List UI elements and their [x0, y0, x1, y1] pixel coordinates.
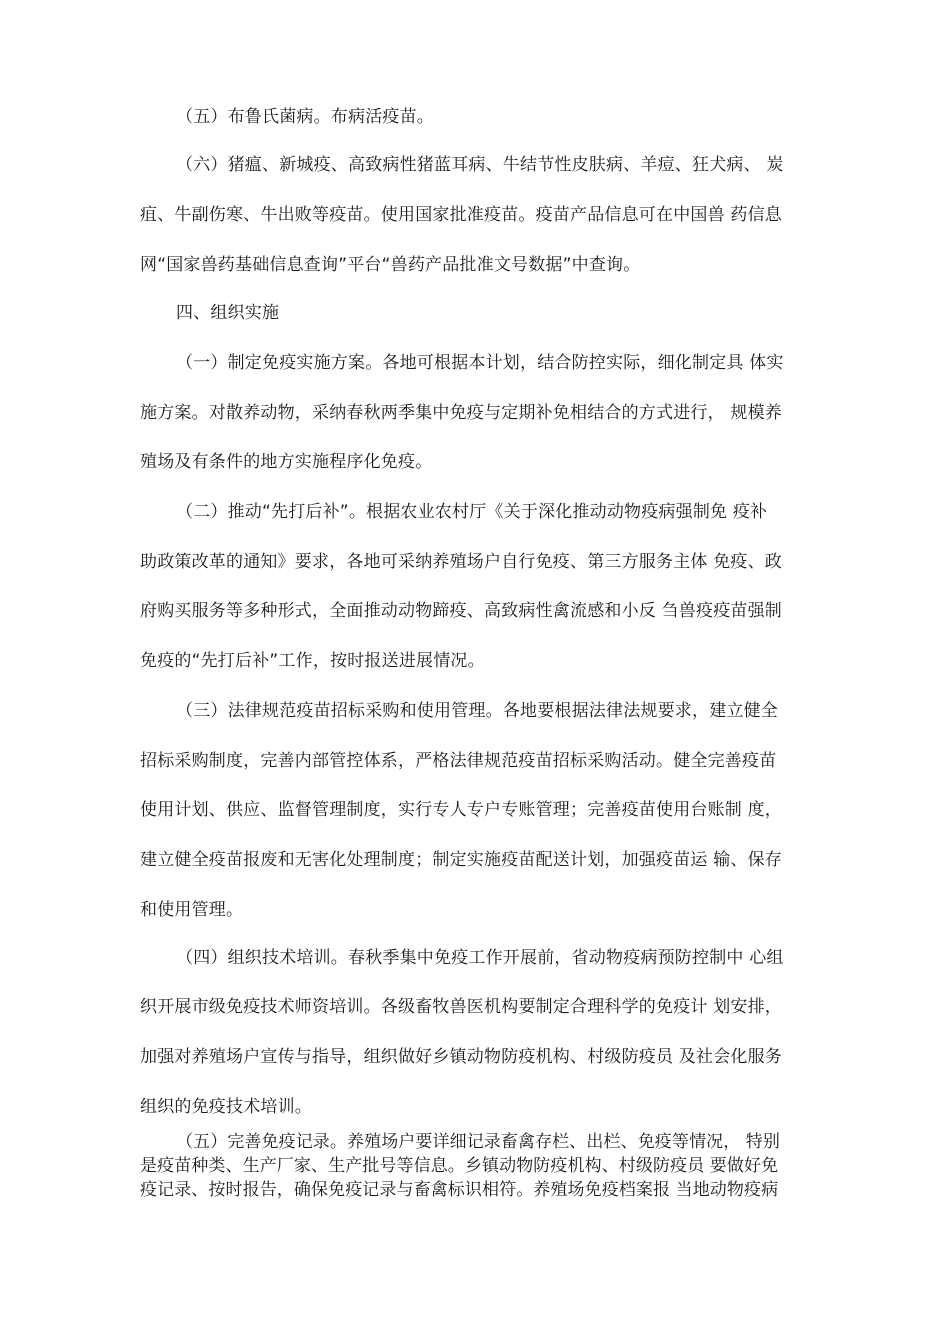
paragraph-line: 施方案。对散养动物，采纳春秋两季集中免疫与定期补免相结合的方式进行， 规模养 — [140, 403, 783, 423]
paragraph-line: （五）完善免疫记录。养殖场户要详细记录畜禽存栏、出栏、免疫等情况， 特别 — [176, 1132, 781, 1152]
paragraph-line: （四）组织技术培训。春秋季集中免疫工作开展前，省动物疫病预防控制中 心组 — [176, 948, 784, 968]
paragraph-line: 组织的免疫技术培训。 — [140, 1097, 312, 1117]
paragraph-line: 和使用管理。 — [140, 900, 244, 920]
paragraph-line: 殖场及有条件的地方实施程序化免疫。 — [140, 452, 433, 472]
paragraph-line: （五）布鲁氏菌病。布病活疫苗。 — [176, 107, 434, 127]
paragraph-line: 府购买服务等多种形式，全面推动动物蹄疫、高致病性禽流感和小反 刍兽疫疫苗强制 — [140, 601, 783, 621]
paragraph-line: 网“国家兽药基础信息查询”平台“兽药产品批准文号数据”中查询。 — [140, 255, 641, 275]
paragraph-line: 是疫苗种类、生产厂家、生产批号等信息。乡镇动物防疫机构、村级防疫员 要做好免 — [140, 1156, 779, 1176]
paragraph-line: 招标采购制度，完善内部管控体系，严格法律规范疫苗招标采购活动。健全完善疫苗 — [140, 751, 777, 771]
paragraph-line: （三）法律规范疫苗招标采购和使用管理。各地要根据法律法规要求，建立健全 — [176, 701, 778, 721]
paragraph-line: 建立健全疫苗报废和无害化处理制度；制定实施疫苗配送计划，加强疫苗运 输、保存 — [140, 850, 783, 870]
paragraph-line: 加强对养殖场户宣传与指导，组织做好乡镇动物防疫机构、村级防疫员 及社会化服务 — [140, 1047, 783, 1067]
paragraph-line: （六）猪瘟、新城疫、高致病性猪蓝耳病、牛结节性皮肤病、羊痘、狂犬病、 炭 — [176, 155, 784, 175]
paragraph-line: 免疫的“先打后补”工作，按时报送进展情况。 — [140, 651, 485, 671]
section-heading: 四、组织实施 — [176, 303, 280, 323]
paragraph-line: 助政策改革的通知》要求，各地可采纳养殖场户自行免疫、第三方服务主体 免疫、政 — [140, 552, 783, 572]
paragraph-line: 疽、牛副伤寒、牛出败等疫苗。使用国家批准疫苗。疫苗产品信息可在中国兽 药信息 — [140, 205, 783, 225]
paragraph-line: （一）制定免疫实施方案。各地可根据本计划，结合防控实际，细化制定具 体实 — [176, 353, 784, 373]
paragraph-line: （二）推动“先打后补”。根据农业农村厅《关于深化推动动物疫病强制免 疫补 — [176, 502, 768, 522]
paragraph-line: 织开展市级免疫技术师资培训。各级畜牧兽医机构要制定合理科学的免疫计 划安排， — [140, 997, 783, 1017]
paragraph-line: 疫记录、按时报告，确保免疫记录与畜禽标识相符。养殖场免疫档案报 当地动物疫病 — [140, 1180, 779, 1200]
paragraph-line: 使用计划、供应、监督管理制度，实行专人专户专账管理；完善疫苗使用台账制 度， — [140, 800, 783, 820]
